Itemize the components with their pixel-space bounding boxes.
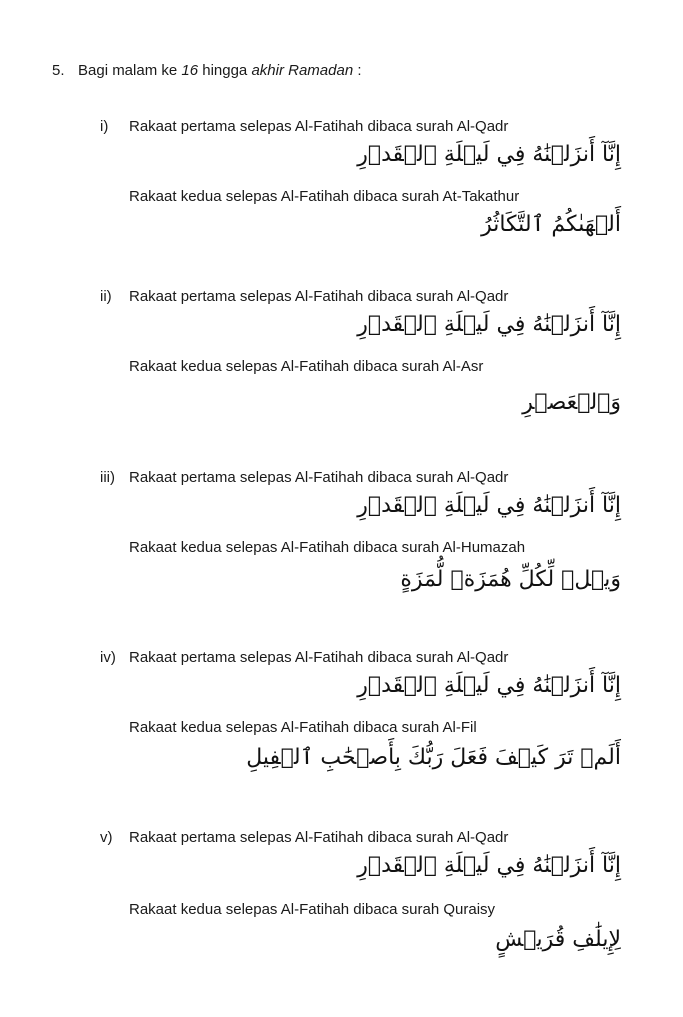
- item-number: 5.: [52, 62, 65, 79]
- second-rakaat-text: Rakaat kedua selepas Al-Fatihah dibaca surah Al-Fil: [129, 719, 477, 736]
- item-heading: [52, 62, 362, 79]
- roman-numeral: ii): [100, 288, 112, 305]
- heading-prefix: Bagi malam ke: [78, 62, 182, 79]
- section-i: [0, 118, 683, 278]
- second-rakaat-text: Rakaat kedua selepas Al-Fatihah dibaca surah Al-Humazah: [129, 539, 526, 556]
- first-rakaat-text: Rakaat pertama selepas Al-Fatihah dibaca surah Al-Qadr: [129, 649, 509, 666]
- first-rakaat-text: Rakaat pertama selepas Al-Fatihah dibaca surah Al-Qadr: [129, 288, 509, 305]
- section-ii: [0, 288, 683, 448]
- section-iv: [0, 649, 683, 809]
- first-rakaat-verse: إِنَّآ أَنزَلۡنَٰهُ فِي لَيۡلَةِ ٱلۡقَدۡرِ: [357, 673, 621, 698]
- second-rakaat-verse: لِإِيلَٰفِ قُرَيۡشٍ: [495, 927, 621, 952]
- roman-numeral: iv): [100, 649, 116, 666]
- second-rakaat-verse: أَلَمۡ تَرَ كَيۡفَ فَعَلَ رَبُّكَ بِأَصۡحَٰبِ ٱلۡفِيلِ: [246, 745, 621, 770]
- section-iii: [0, 469, 683, 629]
- first-rakaat-text: Rakaat pertama selepas Al-Fatihah dibaca surah Al-Qadr: [129, 829, 509, 846]
- heading-middle: hingga: [198, 62, 252, 79]
- roman-numeral: v): [100, 829, 113, 846]
- first-rakaat-text: Rakaat pertama selepas Al-Fatihah dibaca surah Al-Qadr: [129, 469, 509, 486]
- roman-numeral: iii): [100, 469, 115, 486]
- first-rakaat-verse: إِنَّآ أَنزَلۡنَٰهُ فِي لَيۡلَةِ ٱلۡقَدۡرِ: [357, 312, 621, 337]
- second-rakaat-text: Rakaat kedua selepas Al-Fatihah dibaca surah Quraisy: [129, 901, 496, 918]
- first-rakaat-text: Rakaat pertama selepas Al-Fatihah dibaca surah Al-Qadr: [129, 118, 509, 135]
- first-rakaat-verse: إِنَّآ أَنزَلۡنَٰهُ فِي لَيۡلَةِ ٱلۡقَدۡرِ: [357, 493, 621, 518]
- section-v: [0, 829, 683, 989]
- second-rakaat-verse: وَٱلۡعَصۡرِ: [522, 390, 621, 415]
- roman-numeral: i): [100, 118, 109, 135]
- first-rakaat-verse: إِنَّآ أَنزَلۡنَٰهُ فِي لَيۡلَةِ ٱلۡقَدۡرِ: [357, 853, 621, 878]
- heading-end: akhir Ramadan: [251, 62, 354, 79]
- second-rakaat-text: Rakaat kedua selepas Al-Fatihah dibaca surah Al-Asr: [129, 358, 484, 375]
- heading-night: 16: [181, 62, 199, 79]
- second-rakaat-verse: وَيۡلٞ لِّكُلِّ هُمَزَةٖ لُّمَزَةٍ: [400, 567, 621, 592]
- second-rakaat-verse: أَلۡهَىٰكُمُ ٱلتَّكَاثُرُ: [481, 212, 621, 237]
- heading-suffix: :: [353, 62, 362, 79]
- first-rakaat-verse: إِنَّآ أَنزَلۡنَٰهُ فِي لَيۡلَةِ ٱلۡقَدۡرِ: [357, 142, 621, 167]
- second-rakaat-text: Rakaat kedua selepas Al-Fatihah dibaca surah At-Takathur: [129, 188, 520, 205]
